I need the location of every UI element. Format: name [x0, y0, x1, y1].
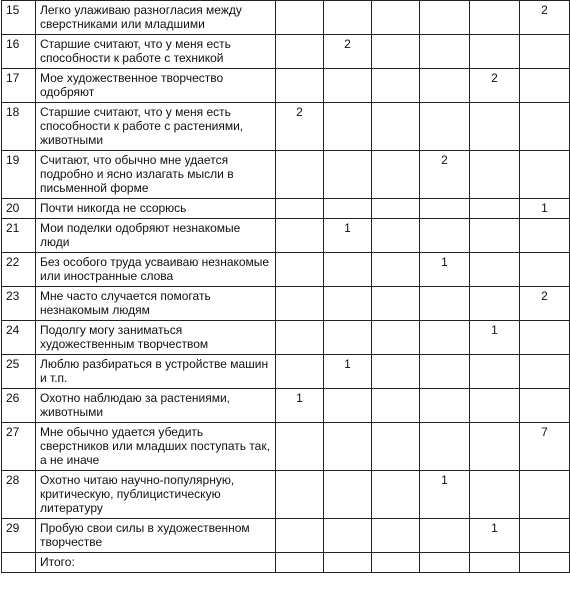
score-cell: [372, 355, 420, 389]
row-number: 24: [2, 321, 36, 355]
statement-text: Легко улаживаю разногласия между сверстниками или младшими: [36, 1, 276, 35]
score-cell: [276, 321, 324, 355]
score-cell: [372, 219, 420, 253]
score-cell: [372, 553, 420, 573]
table-row: [2, 199, 570, 219]
row-number: 20: [2, 199, 36, 219]
score-cell: [324, 519, 372, 553]
row-number: 26: [2, 389, 36, 423]
score-cell: [372, 287, 420, 321]
score-cell: 1: [520, 199, 570, 219]
score-cell: [372, 1, 420, 35]
statement-text: Считают, что обычно мне удается подробно и ясно излагать мысли в письменной форме: [36, 151, 276, 199]
score-cell: [276, 1, 324, 35]
table-row: [2, 35, 570, 69]
score-cell: [520, 35, 570, 69]
score-cell: [372, 35, 420, 69]
score-cell: [324, 553, 372, 573]
score-cell: [372, 151, 420, 199]
score-cell: [276, 35, 324, 69]
table-row: [2, 355, 570, 389]
score-cell: 1: [276, 389, 324, 423]
score-cell: [372, 423, 420, 471]
score-cell: [470, 151, 520, 199]
row-number: 28: [2, 471, 36, 519]
statement-text: Мне обычно удается убедить сверстников или младших поступать так, а не иначе: [36, 423, 276, 471]
score-cell: 1: [470, 519, 520, 553]
score-cell: [420, 199, 470, 219]
score-cell: [470, 389, 520, 423]
score-cell: [276, 355, 324, 389]
score-cell: 2: [520, 1, 570, 35]
statement-text: Пробую свои силы в художественном творчестве: [36, 519, 276, 553]
table-row: [2, 553, 570, 573]
statement-text: Подолгу могу заниматься художественным творчеством: [36, 321, 276, 355]
score-cell: [520, 253, 570, 287]
table-body: [2, 1, 570, 573]
score-cell: [372, 321, 420, 355]
score-cell: [276, 287, 324, 321]
score-cell: [520, 553, 570, 573]
score-cell: [372, 471, 420, 519]
statement-text: Охотно наблюдаю за растениями, животными: [36, 389, 276, 423]
row-number: 15: [2, 1, 36, 35]
score-cell: [372, 389, 420, 423]
table-row: [2, 389, 570, 423]
statement-text: Без особого труда усваиваю незнакомые или иностранные слова: [36, 253, 276, 287]
score-cell: [420, 389, 470, 423]
score-cell: [324, 287, 372, 321]
score-cell: [470, 199, 520, 219]
score-cell: [324, 1, 372, 35]
score-cell: [372, 253, 420, 287]
row-number: 25: [2, 355, 36, 389]
score-cell: 1: [470, 321, 520, 355]
score-cell: [276, 199, 324, 219]
row-number: 18: [2, 103, 36, 151]
table-row: [2, 1, 570, 35]
score-cell: [470, 287, 520, 321]
table-row: [2, 253, 570, 287]
statement-text: Мне часто случается помогать незнакомым людям: [36, 287, 276, 321]
table-row: [2, 151, 570, 199]
score-cell: [276, 69, 324, 103]
score-cell: [420, 321, 470, 355]
score-cell: [520, 103, 570, 151]
score-cell: 2: [420, 151, 470, 199]
score-cell: [420, 355, 470, 389]
statement-text: Старшие считают, что у меня есть способности к работе с техникой: [36, 35, 276, 69]
score-cell: [470, 553, 520, 573]
table-row: [2, 287, 570, 321]
statement-text: Мои поделки одобряют незнакомые люди: [36, 219, 276, 253]
score-cell: [324, 69, 372, 103]
score-cell: 2: [470, 69, 520, 103]
score-cell: [420, 287, 470, 321]
score-cell: [520, 471, 570, 519]
score-cell: [470, 1, 520, 35]
score-cell: [470, 253, 520, 287]
score-cell: [470, 355, 520, 389]
score-cell: [324, 103, 372, 151]
score-cell: 1: [324, 355, 372, 389]
score-cell: [420, 219, 470, 253]
score-cell: [520, 219, 570, 253]
score-cell: 7: [520, 423, 570, 471]
score-cell: [420, 35, 470, 69]
table-row: [2, 103, 570, 151]
row-number: 29: [2, 519, 36, 553]
score-cell: [420, 69, 470, 103]
score-cell: [372, 519, 420, 553]
score-cell: [324, 389, 372, 423]
row-number: 22: [2, 253, 36, 287]
row-number: 23: [2, 287, 36, 321]
score-cell: 2: [520, 287, 570, 321]
questionnaire-table: [1, 0, 570, 573]
score-cell: [324, 321, 372, 355]
score-cell: 1: [324, 219, 372, 253]
score-cell: [470, 471, 520, 519]
score-cell: [324, 471, 372, 519]
score-cell: [324, 199, 372, 219]
table-row: [2, 471, 570, 519]
score-cell: 1: [420, 253, 470, 287]
score-cell: [470, 35, 520, 69]
score-cell: [324, 253, 372, 287]
score-cell: [520, 321, 570, 355]
score-cell: [276, 253, 324, 287]
row-number: [2, 553, 36, 573]
score-cell: [520, 69, 570, 103]
statement-text: Охотно читаю научно-популярную, критическую, публицистическую литературу: [36, 471, 276, 519]
score-cell: [372, 199, 420, 219]
statement-text: Старшие считают, что у меня есть способности к работе с растениями, животными: [36, 103, 276, 151]
row-number: 17: [2, 69, 36, 103]
score-cell: [520, 151, 570, 199]
statement-text: Люблю разбираться в устройстве машин и т.п.: [36, 355, 276, 389]
score-cell: [324, 423, 372, 471]
score-cell: [470, 103, 520, 151]
score-cell: [372, 69, 420, 103]
row-number: 27: [2, 423, 36, 471]
score-cell: 2: [324, 35, 372, 69]
score-cell: [372, 103, 420, 151]
score-cell: [520, 519, 570, 553]
table-row: [2, 321, 570, 355]
score-cell: [420, 1, 470, 35]
statement-text: Итого:: [36, 553, 276, 573]
score-cell: [420, 553, 470, 573]
score-cell: [470, 219, 520, 253]
statement-text: Мое художественное творчество одобряют: [36, 69, 276, 103]
score-cell: [276, 519, 324, 553]
row-number: 16: [2, 35, 36, 69]
table-row: [2, 219, 570, 253]
score-cell: [276, 219, 324, 253]
score-cell: 1: [420, 471, 470, 519]
score-cell: [276, 471, 324, 519]
score-cell: [276, 423, 324, 471]
statement-text: Почти никогда не ссорюсь: [36, 199, 276, 219]
table-row: [2, 423, 570, 471]
table-row: [2, 519, 570, 553]
score-cell: [276, 553, 324, 573]
table-row: [2, 69, 570, 103]
score-cell: [520, 355, 570, 389]
score-cell: [470, 423, 520, 471]
row-number: 21: [2, 219, 36, 253]
score-cell: [520, 389, 570, 423]
row-number: 19: [2, 151, 36, 199]
score-cell: [420, 519, 470, 553]
score-cell: [276, 151, 324, 199]
score-cell: 2: [276, 103, 324, 151]
score-cell: [324, 151, 372, 199]
score-cell: [420, 103, 470, 151]
score-cell: [420, 423, 470, 471]
